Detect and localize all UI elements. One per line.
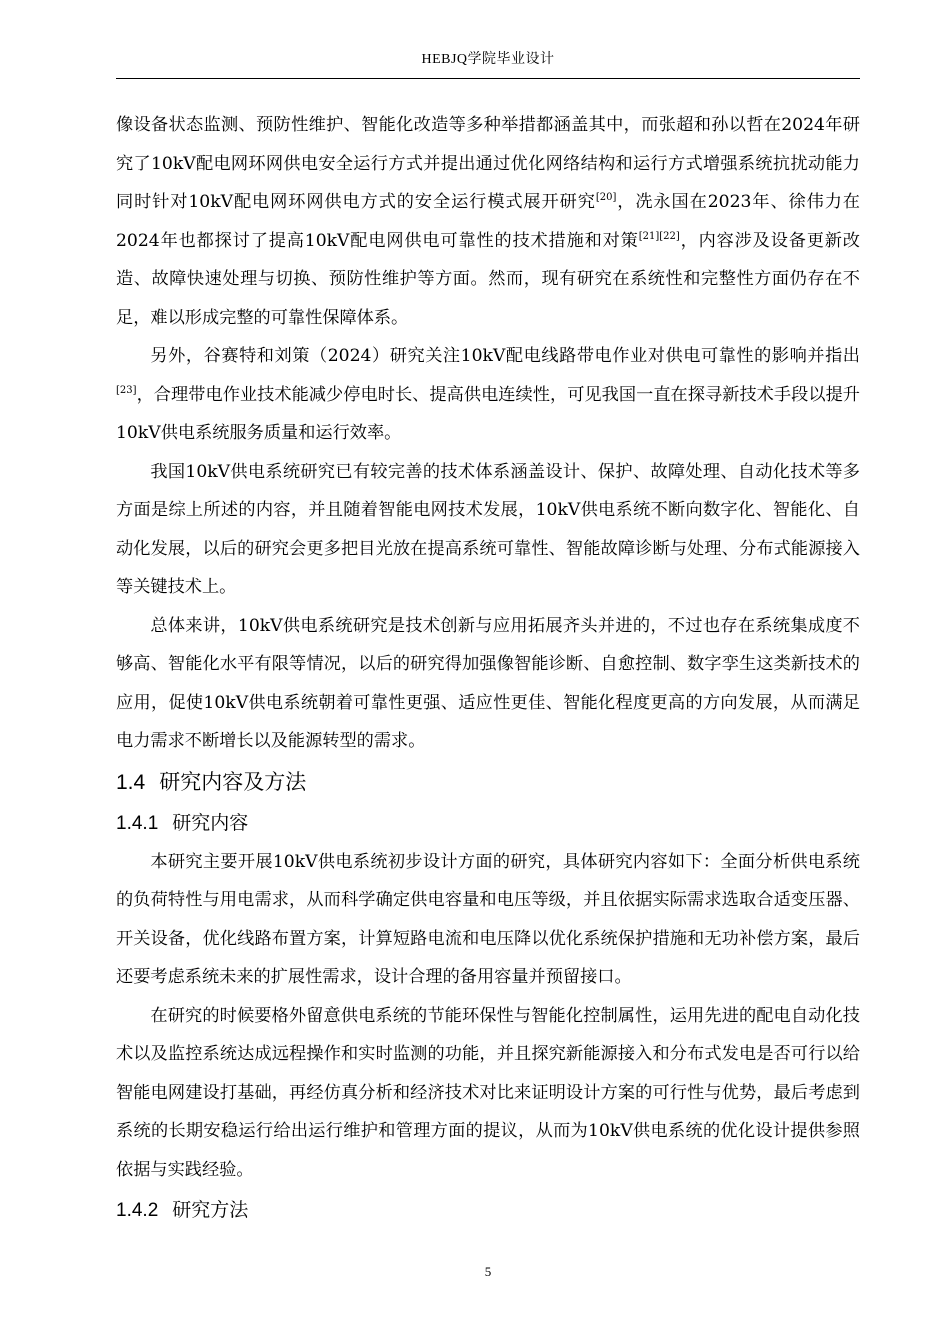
page-header: HEBJQ学院毕业设计 bbox=[421, 52, 555, 67]
subsection-number: 1.4.2 bbox=[116, 1200, 159, 1221]
header-rule bbox=[116, 78, 860, 79]
paragraph-3: 我国10kV供电系统研究已有较完善的技术体系涵盖设计、保护、故障处理、自动化技术等多方面是综上所述的内容，并且随着智能电网技术发展，10kV供电系统不断向数字化、智能化、自动化发展，以后的研究会更多把目光放在提高系统可靠性、智能故障诊断与处理、分布式能源接入等关键技术上。 bbox=[116, 461, 860, 597]
subsection-heading-1-4-2 bbox=[116, 1191, 860, 1230]
paragraph-2-text-b: ，合理带电作业技术能减少停电时长、提高供电连续性，可见我国一直在探寻新技术手段以提升10kV供电系统服务质量和运行效率。 bbox=[116, 384, 860, 443]
paragraph-1-text-b: ，冼永国在2023年、徐伟力在2024年也都探讨了提高10kV配电网供电可靠性的技术措施和对策 bbox=[116, 192, 860, 251]
paragraph-1-text-a: 像设备状态监测、预防性维护、智能化改造等多种举措都涵盖其中，而张超和孙以哲在2024年研究了10kV配电网环网供电安全运行方式并提出通过优化网络结构和运行方式增强系统抗扰动能力同时针对10kV配电网环网供电方式的安全运行模式展开研究 bbox=[116, 115, 860, 212]
paragraph-4: 总体来讲，10kV供电系统研究是技术创新与应用拓展齐头并进的，不过也存在系统集成度不够高、智能化水平有限等情况，以后的研究得加强像智能诊断、自愈控制、数字孪生这类新技术的应用，促使10kV供电系统朝着可靠性更强、适应性更佳、智能化程度更高的方向发展，从而满足电力需求不断增长以及能源转型的需求。 bbox=[116, 615, 860, 751]
section-heading-1-4 bbox=[116, 763, 860, 802]
page-number: 5 bbox=[484, 1264, 492, 1279]
paragraph-1 bbox=[116, 106, 860, 337]
paragraph-5: 本研究主要开展10kV供电系统初步设计方面的研究，具体研究内容如下：全面分析供电系统的负荷特性与用电需求，从而科学确定供电容量和电压等级，并且依据实际需求选取合适变压器、开关设备，优化线路布置方案，计算短路电流和电压降以优化系统保护措施和无功补偿方案，最后还要考虑系统未来的扩展性需求，设计合理的备用容量并预留接口。 bbox=[116, 851, 860, 987]
page-body bbox=[116, 106, 860, 1230]
subsection-number: 1.4.1 bbox=[116, 812, 159, 834]
section-number: 1.4 bbox=[116, 770, 146, 794]
section-title: 研究内容及方法 bbox=[159, 769, 307, 794]
paragraph-6: 在研究的时候要格外留意供电系统的节能环保性与智能化控制属性，运用先进的配电自动化技术以及监控系统达成远程操作和实时监测的功能，并且探究新能源接入和分布式发电是否可行以给智能电网建设打基础，再经仿真分析和经济技术对比来证明设计方案的可行性与优势，最后考虑到系统的长期安稳运行给出运行维护和管理方面的提议，从而为10kV供电系统的优化设计提供参照依据与实践经验。 bbox=[116, 1005, 860, 1180]
subsection-heading-1-4-1 bbox=[116, 804, 860, 843]
subsection-title: 研究方法 bbox=[172, 1199, 249, 1221]
citation-21-22: [21][22] bbox=[638, 230, 680, 242]
paragraph-1-text-c: ，内容涉及设备更新改造、故障快速处理与切换、预防性维护等方面。然而，现有研究在系统性和完整性方面仍存在不足，难以形成完整的可靠性保障体系。 bbox=[116, 230, 860, 328]
paragraph-2 bbox=[116, 337, 860, 453]
subsection-title: 研究内容 bbox=[172, 811, 249, 834]
citation-23: [23] bbox=[116, 384, 137, 396]
paragraph-2-text-a: 另外，谷赛特和刘策（2024）研究关注10kV配电线路带电作业对供电可靠性的影响并指出 bbox=[150, 346, 860, 366]
citation-20: [20] bbox=[595, 192, 617, 203]
